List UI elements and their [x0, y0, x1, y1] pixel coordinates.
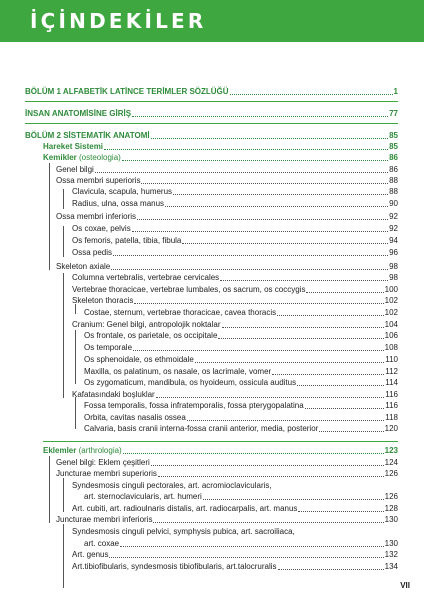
dot-leader: [133, 350, 384, 351]
toc-label: Skeleton axiale: [56, 262, 111, 271]
dot-leader: [158, 476, 384, 477]
toc-page: 130: [384, 515, 398, 524]
dot-leader: [278, 569, 384, 570]
toc-label: Kafatasındaki boşluklar: [72, 390, 155, 399]
toc-entry[interactable]: [56, 212, 398, 222]
dot-leader: [123, 453, 384, 454]
toc-entry-kemikler[interactable]: [43, 153, 398, 163]
toc-page: 86: [389, 153, 398, 162]
tree-line: [63, 273, 64, 398]
toc-entry[interactable]: [56, 515, 398, 525]
toc-label: Art. cubiti, art. radioulnaris distalis, art. radiocarpalis, art. manus: [72, 504, 298, 513]
page-title: İÇİNDEKİLER: [30, 9, 207, 33]
toc-entry-giris[interactable]: [25, 109, 398, 119]
dot-leader: [153, 522, 383, 523]
dot-leader: [156, 397, 385, 398]
toc-label: İNSAN ANATOMİSİNE GİRİŞ: [25, 109, 132, 118]
dot-leader: [298, 511, 383, 512]
toc-label: Syndesmosis cinguli pectorales, art. acromioclavicularis,: [72, 481, 272, 490]
toc-label: Os zygomaticum, mandibula, os hyoideum, ossicula auditus: [84, 378, 297, 387]
toc-page: 92: [389, 212, 398, 221]
toc-entry[interactable]: [72, 224, 398, 234]
dot-leader: [222, 327, 384, 328]
toc-label: Ossa membri superioris: [56, 176, 141, 185]
tree-line: [63, 524, 64, 588]
toc-label: [43, 153, 121, 163]
toc-page: 102: [384, 296, 398, 305]
tree-line: [75, 330, 76, 384]
page-number: VII: [400, 581, 410, 590]
toc-entry[interactable]: [72, 236, 398, 246]
toc-entry[interactable]: [84, 378, 398, 388]
toc-entry-bolum2[interactable]: [25, 131, 398, 141]
dot-leader: [297, 385, 384, 386]
divider: [43, 441, 398, 442]
dot-leader: [95, 172, 388, 173]
tree-line: [49, 163, 50, 270]
divider: [25, 123, 398, 124]
toc-entry[interactable]: [84, 401, 398, 411]
toc-entry-hareket[interactable]: [43, 142, 398, 152]
dot-leader: [113, 255, 388, 256]
dot-leader: [132, 116, 388, 117]
toc-label: [43, 446, 122, 456]
toc-label: Art. genus: [72, 550, 109, 559]
toc-page: 114: [385, 378, 398, 387]
toc-entry[interactable]: [84, 331, 398, 341]
toc-label: Skeleton thoracis: [72, 296, 134, 305]
tree-line: [49, 456, 50, 523]
toc-label: Os sphenoidale, os ethmoidale: [84, 355, 194, 364]
toc-label: Os coxae, pelvis: [72, 224, 131, 233]
toc-page: 123: [384, 446, 398, 455]
tree-line: [63, 189, 64, 209]
toc-entry[interactable]: [72, 187, 398, 197]
toc-entry[interactable]: [72, 285, 398, 295]
toc-page: 85: [389, 142, 398, 151]
toc-entry[interactable]: [56, 469, 398, 479]
toc-page: 77: [389, 109, 398, 118]
toc-label: Radius, ulna, ossa manus: [72, 199, 165, 208]
toc-label: BÖLÜM 1 ALFABETİK LATİNCE TERİMLER SÖZLÜĞÜ: [25, 87, 229, 96]
toc-label: Vertebrae thoracicae, vertebrae lumbales, os sacrum, os coccygis: [72, 285, 306, 294]
toc-page: 92: [389, 224, 398, 233]
toc-entry[interactable]: [84, 539, 398, 549]
toc-page: 132: [384, 550, 398, 559]
dot-leader: [141, 183, 388, 184]
toc-label-paren: (osteologia): [76, 153, 121, 162]
dot-leader: [272, 374, 384, 375]
toc-page: 110: [385, 355, 398, 364]
toc-label-paren: (arthrologia): [76, 446, 122, 455]
toc-label: Costae, sternum, vertebrae thoracicae, cavea thoracis: [84, 308, 277, 317]
toc-entry[interactable]: [72, 504, 398, 514]
toc-label-main: Kemikler: [43, 153, 77, 162]
toc-entry[interactable]: [84, 424, 398, 434]
toc-label: BÖLÜM 2 SİSTEMATİK ANATOMİ: [25, 131, 150, 140]
toc-entry-bolum1[interactable]: [25, 87, 398, 97]
toc-label: Cranium: Genel bilgi, antropolojik noktalar: [72, 320, 221, 329]
toc-entry[interactable]: [84, 492, 398, 502]
dot-leader: [203, 499, 384, 500]
dot-leader: [305, 408, 385, 409]
dot-leader: [122, 160, 388, 161]
toc-page: 88: [389, 176, 398, 185]
toc-entry[interactable]: [72, 320, 398, 330]
toc-page: 108: [384, 343, 398, 352]
tree-line: [75, 397, 76, 429]
dot-leader: [218, 338, 383, 339]
toc-label: Genel bilgi: Eklem çeşitleri: [56, 458, 150, 467]
toc-page: 100: [384, 285, 398, 294]
dot-leader: [319, 431, 383, 432]
toc-entry[interactable]: [56, 262, 398, 272]
dot-leader: [230, 94, 393, 95]
toc-entry[interactable]: [84, 308, 398, 318]
toc-page: 104: [384, 320, 398, 329]
toc-page: 134: [384, 562, 398, 571]
toc-label: art. coxae: [84, 539, 120, 548]
toc-label: Orbita, cavitas nasalis ossea: [84, 413, 186, 422]
dot-leader: [137, 219, 388, 220]
dot-leader: [173, 194, 388, 195]
toc-page: 96: [389, 248, 398, 257]
toc-label: Ossa membri inferioris: [56, 212, 137, 221]
toc-page: 118: [385, 413, 398, 422]
toc-label: Hareket Sistemi: [43, 142, 104, 151]
dot-leader: [165, 206, 388, 207]
toc-entry[interactable]: [72, 562, 398, 572]
toc-page: 98: [389, 273, 398, 282]
toc-label: Syndesmosis cinguli pelvici, symphysis pubica, art. sacroiliaca,: [72, 527, 295, 536]
toc-entry-eklemler[interactable]: [43, 446, 398, 456]
dot-leader: [220, 280, 388, 281]
divider: [25, 101, 398, 102]
tree-line: [63, 226, 64, 257]
tree-line: [63, 478, 64, 512]
toc-page: 98: [389, 262, 398, 271]
toc-entry[interactable]: [72, 199, 398, 209]
toc-label: Columna vertebralis, vertebrae cervicales: [72, 273, 220, 282]
toc-label: Genel bilgi: [56, 165, 94, 174]
toc-entry[interactable]: [72, 527, 398, 537]
toc-label: Fossa temporalis, fossa infratemporalis, fossa pterygopalatina: [84, 401, 304, 410]
toc-label: Os temporale: [84, 343, 133, 352]
toc-page: 116: [385, 390, 398, 399]
toc-page: 130: [384, 539, 398, 548]
toc-entry[interactable]: [72, 481, 398, 491]
toc-page: 128: [384, 504, 398, 513]
toc-entry[interactable]: [56, 176, 398, 186]
toc-entry[interactable]: [72, 273, 398, 283]
toc-page: 85: [389, 131, 398, 140]
dot-leader: [134, 303, 383, 304]
toc-entry[interactable]: [56, 165, 398, 175]
dot-leader: [306, 292, 383, 293]
dot-leader: [104, 149, 388, 150]
dot-leader: [195, 362, 384, 363]
toc-entry[interactable]: [72, 296, 398, 306]
toc-entry[interactable]: [84, 343, 398, 353]
toc-label: Os frontale, os parietale, os occipitale: [84, 331, 218, 340]
toc-page: 88: [389, 187, 398, 196]
toc-entry[interactable]: [84, 367, 398, 377]
toc-label: Juncturae membri superioris: [56, 469, 157, 478]
toc-page: 1: [393, 87, 398, 96]
dot-leader: [182, 243, 388, 244]
toc-label: Os femoris, patella, tibia, fibula: [72, 236, 182, 245]
toc-label: Juncturae membri inferioris: [56, 515, 153, 524]
toc-label: art. sternoclavicularis, art. humeri: [84, 492, 202, 501]
dot-leader: [151, 465, 384, 466]
toc-page: 86: [389, 165, 398, 174]
toc-page: 116: [385, 401, 398, 410]
toc-label: Art.tibiofibularis, syndesmosis tibiofibularis, art.talocruralis: [72, 562, 277, 571]
dot-leader: [132, 231, 388, 232]
toc-label: Calvaria, basis cranii interna-fossa cranii anterior, media, posterior: [84, 424, 319, 433]
toc-page: 126: [384, 492, 398, 501]
toc-page: 106: [384, 331, 398, 340]
toc-label: Clavicula, scapula, humerus: [72, 187, 173, 196]
toc-page: 90: [389, 199, 398, 208]
toc-page: 120: [384, 424, 398, 433]
dot-leader: [187, 420, 384, 421]
toc-entry[interactable]: [84, 413, 398, 423]
dot-leader: [111, 269, 388, 270]
toc-page: 94: [389, 236, 398, 245]
toc-page: 102: [384, 308, 398, 317]
toc-entry[interactable]: [72, 248, 398, 258]
dot-leader: [277, 315, 384, 316]
toc-label-main: Eklemler: [43, 446, 77, 455]
toc-entry[interactable]: [56, 458, 398, 468]
toc-entry[interactable]: [84, 355, 398, 365]
toc-label: Maxilla, os palatinum, os nasale, os lacrimale, vomer: [84, 367, 272, 376]
toc-page: 124: [384, 458, 398, 467]
toc-entry[interactable]: [72, 550, 398, 560]
dot-leader: [151, 138, 389, 139]
toc-page: 126: [384, 469, 398, 478]
toc-entry[interactable]: [72, 390, 398, 400]
dot-leader: [120, 546, 384, 547]
toc-page: 112: [385, 367, 398, 376]
toc-label: Ossa pedis: [72, 248, 113, 257]
dot-leader: [109, 557, 383, 558]
